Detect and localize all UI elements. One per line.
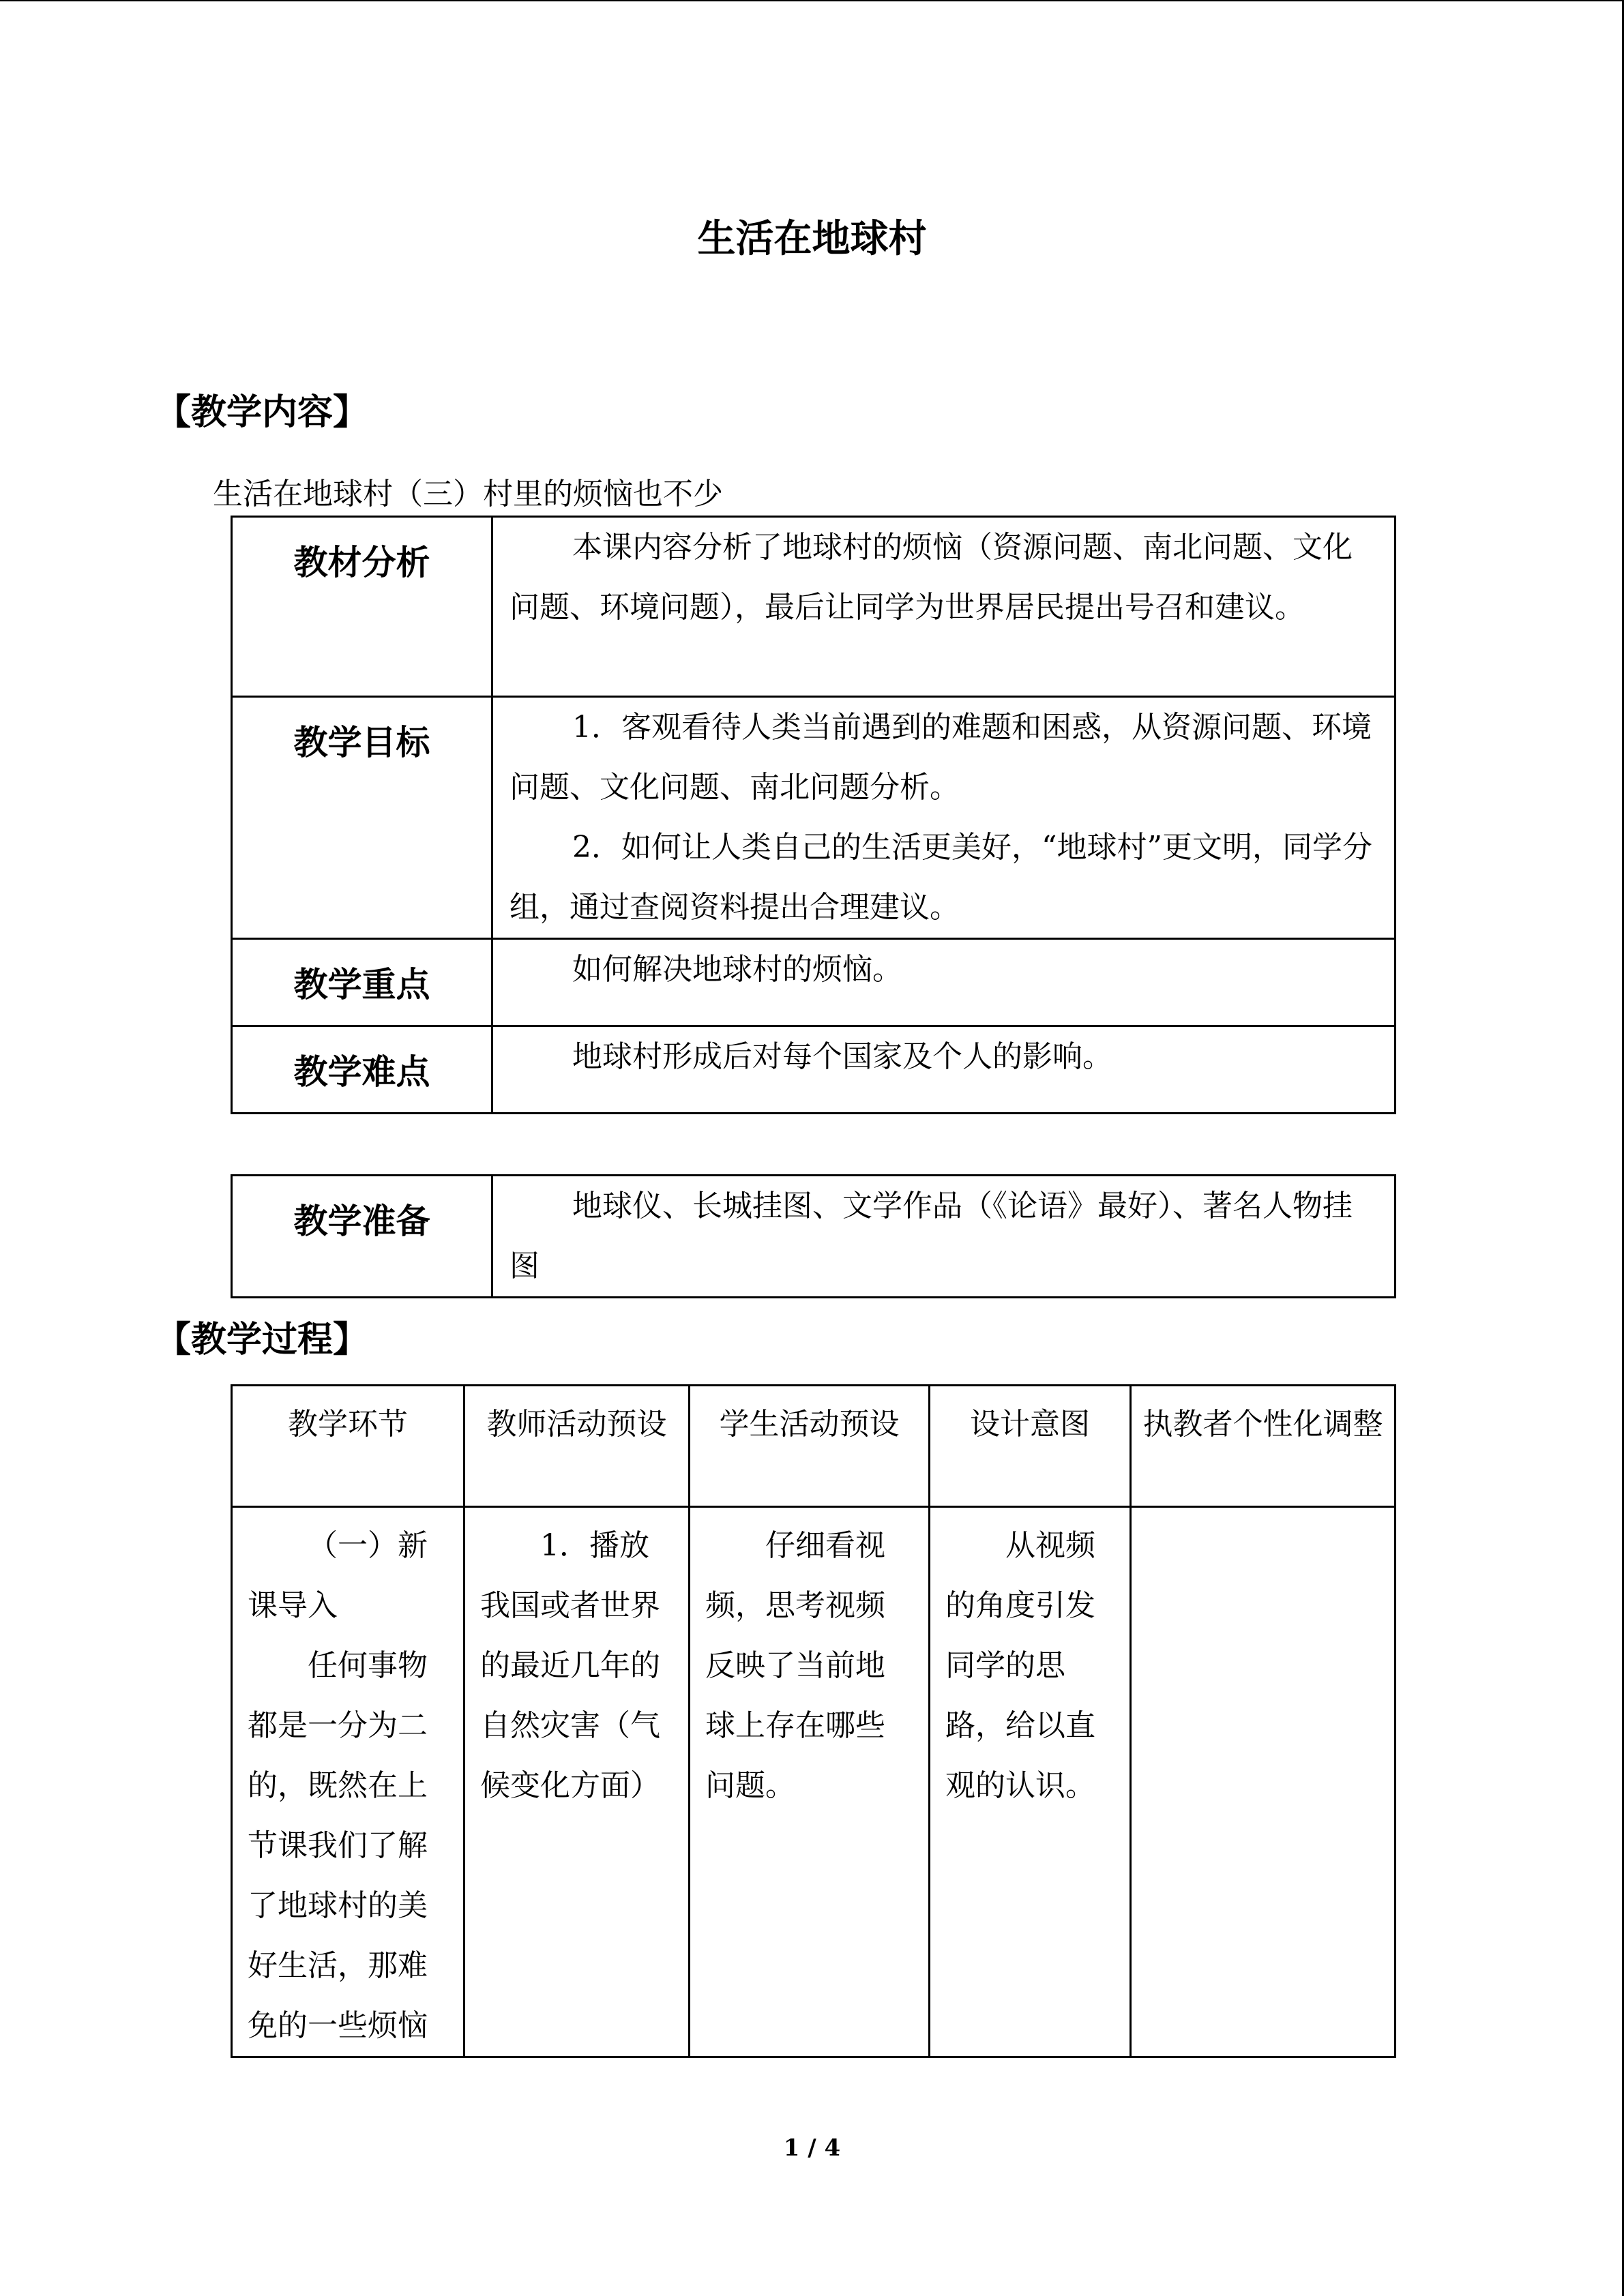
process-row xyxy=(232,1507,1396,2057)
info-paragraph: 2．如何让人类自己的生活更美好，“地球村”更文明，同学分组，通过查阅资料提出合理建议。 xyxy=(510,830,1372,925)
info-row-key xyxy=(232,939,1396,1026)
lesson-subtitle: 生活在地球村（三）村里的烦恼也不少 xyxy=(213,477,723,511)
info-paragraph: 1．客观看待人类当前遇到的难题和困惑，从资源问题、环境问题、文化问题、南北问题分析。 xyxy=(510,710,1372,805)
info-paragraph: 本课内容分析了地球村的烦恼（资源问题、南北问题、文化问题、环境问题），最后让同学为世界居民提出号召和建议。 xyxy=(510,530,1353,625)
intent-text: 从视频的角度引发同学的思路，给以直观的认识。 xyxy=(945,1528,1095,1803)
info-content xyxy=(492,939,1396,1026)
header-cell: 设计意图 xyxy=(930,1386,1131,1507)
info-row-analysis xyxy=(232,517,1396,697)
process-cell-intent xyxy=(930,1507,1131,2057)
info-label: 教材分析 xyxy=(232,517,492,697)
header-cell: 学生活动预设 xyxy=(690,1386,930,1507)
process-cell-stage xyxy=(232,1507,464,2057)
page-number: 1 / 4 xyxy=(783,2134,841,2162)
process-cell-adjust xyxy=(1131,1507,1396,2057)
info-paragraph: 地球村形成后对每个国家及个人的影响。 xyxy=(572,1039,1112,1074)
info-table xyxy=(231,516,1396,1114)
header-cell: 执教者个性化调整 xyxy=(1131,1386,1396,1507)
info-label: 教学难点 xyxy=(232,1026,492,1114)
section-heading-process: 【教学过程】 xyxy=(156,1320,369,1360)
prep-row xyxy=(232,1176,1396,1298)
student-text: 仔细看视频，思考视频反映了当前地球上存在哪些问题。 xyxy=(705,1528,885,1803)
process-header-row xyxy=(232,1386,1396,1507)
stage-title: （一）新课导入 xyxy=(248,1528,428,1623)
header-cell: 教学环节 xyxy=(232,1386,464,1507)
process-cell-student xyxy=(690,1507,930,2057)
prep-content xyxy=(492,1176,1396,1298)
info-label: 教学目标 xyxy=(232,697,492,939)
section-heading-content: 【教学内容】 xyxy=(156,392,369,433)
info-paragraph: 如何解决地球村的烦恼。 xyxy=(572,952,902,987)
page-border-top xyxy=(0,0,1624,1)
teacher-text: 1．播放我国或者世界的最近几年的自然灾害（气候变化方面） xyxy=(480,1528,660,1803)
prep-label: 教学准备 xyxy=(232,1176,492,1298)
info-row-goals xyxy=(232,697,1396,939)
prep-text: 地球仪、长城挂图、文学作品（《论语》最好）、著名人物挂图 xyxy=(510,1189,1353,1283)
info-content xyxy=(492,697,1396,939)
info-content xyxy=(492,517,1396,697)
info-content xyxy=(492,1026,1396,1114)
header-cell: 教师活动预设 xyxy=(464,1386,690,1507)
stage-text: 任何事物都是一分为二的，既然在上节课我们了解了地球村的美好生活，那难免的一些烦恼 xyxy=(248,1648,428,2043)
info-row-difficulty xyxy=(232,1026,1396,1114)
prep-table xyxy=(231,1174,1396,1298)
process-table xyxy=(231,1384,1396,2058)
page-title: 生活在地球村 xyxy=(697,216,927,261)
info-label: 教学重点 xyxy=(232,939,492,1026)
process-cell-teacher xyxy=(464,1507,690,2057)
